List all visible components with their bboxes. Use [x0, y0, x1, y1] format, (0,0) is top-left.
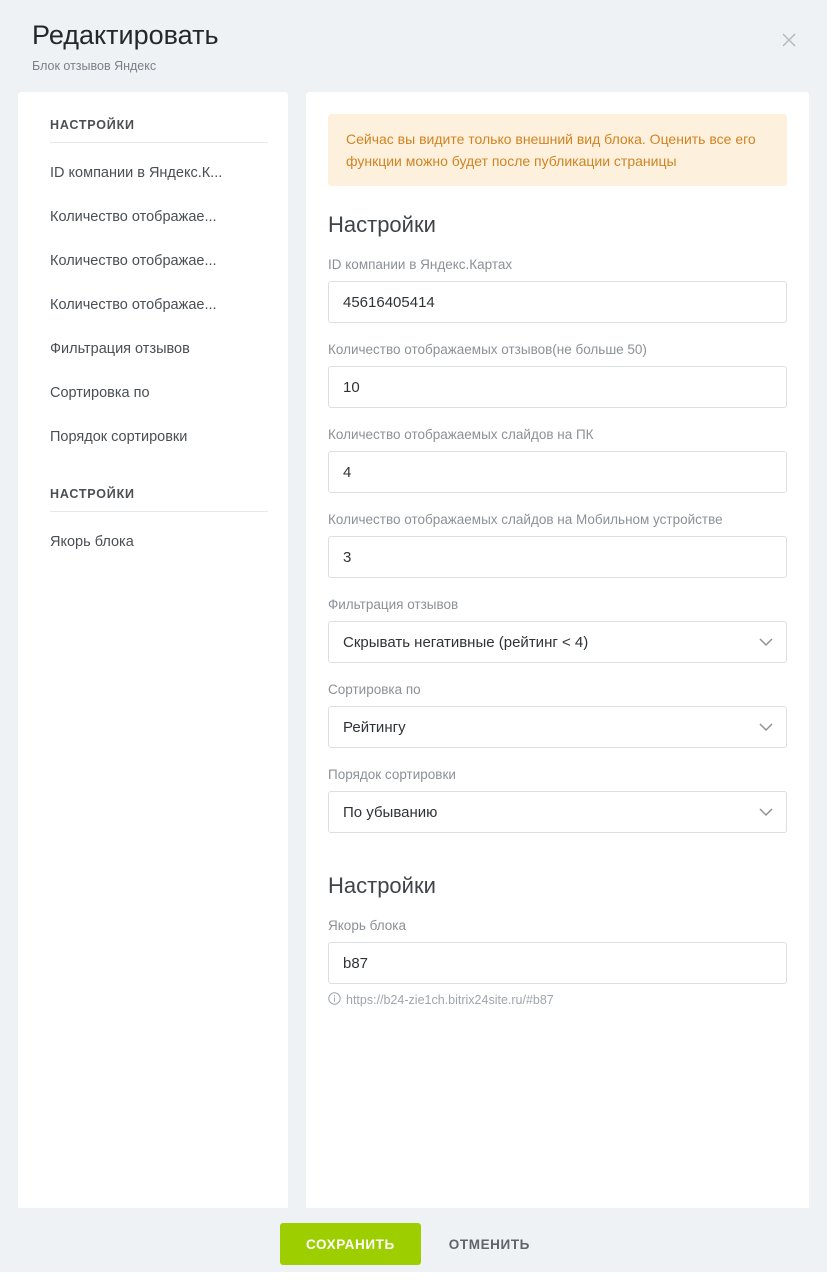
sidebar-divider-1	[50, 142, 268, 143]
settings-sidebar	[18, 92, 288, 1208]
settings-content	[306, 92, 809, 1208]
sort-order-select[interactable]: По убыванию	[328, 791, 787, 833]
section-title-settings: Настройки	[328, 212, 436, 237]
field-label: Количество отображаемых отзывов(не больше 50)	[328, 342, 647, 357]
sidebar-item-reviews-filter[interactable]: Фильтрация отзывов	[50, 341, 190, 357]
field-sort-order	[328, 766, 787, 833]
cancel-button[interactable]: ОТМЕНИТЬ	[435, 1223, 544, 1265]
sort-by-select[interactable]: Рейтингу	[328, 706, 787, 748]
sidebar-item-company-id[interactable]: ID компании в Яндекс.К...	[50, 165, 223, 181]
select-wrapper	[328, 621, 787, 663]
sidebar-item-sort-by[interactable]: Сортировка по	[50, 385, 150, 401]
sidebar-item-slides-mobile[interactable]: Количество отображае...	[50, 297, 217, 313]
bottom-strip	[0, 1272, 827, 1280]
slides-desktop-field[interactable]	[328, 451, 787, 493]
dialog-subtitle: Блок отзывов Яндекс	[32, 59, 157, 73]
sidebar-divider-2	[50, 511, 268, 512]
select-wrapper	[328, 706, 787, 748]
field-anchor	[328, 917, 787, 1008]
dialog-header	[0, 0, 827, 92]
dialog-footer	[0, 1208, 827, 1280]
anchor-field[interactable]	[328, 942, 787, 984]
field-label: Фильтрация отзывов	[328, 597, 459, 612]
field-slides-desktop	[328, 426, 787, 493]
field-sort-by	[328, 681, 787, 748]
section-title-anchor: Настройки	[328, 873, 436, 898]
dialog-body	[0, 92, 827, 1208]
field-slides-mobile	[328, 511, 787, 578]
select-wrapper	[328, 791, 787, 833]
field-company-id	[328, 256, 787, 323]
field-label: ID компании в Яндекс.Картах	[328, 257, 513, 272]
sidebar-spacer	[18, 459, 288, 487]
sidebar-item-reviews-count[interactable]: Количество отображае...	[50, 209, 217, 225]
save-button[interactable]: СОХРАНИТЬ	[280, 1223, 421, 1265]
sidebar-group-title-1: НАСТРОЙКИ	[50, 118, 135, 132]
company-id-field[interactable]	[328, 281, 787, 323]
field-label: Якорь блока	[328, 918, 406, 933]
sidebar-group-title-2: НАСТРОЙКИ	[50, 487, 135, 501]
reviews-filter-select[interactable]: Скрывать негативные (рейтинг < 4)	[328, 621, 787, 663]
close-icon[interactable]	[777, 28, 801, 52]
sidebar-item-sort-order[interactable]: Порядок сортировки	[50, 429, 188, 445]
field-label: Количество отображаемых слайдов на ПК	[328, 427, 594, 442]
sidebar-item-slides-desktop[interactable]: Количество отображае...	[50, 253, 217, 269]
slides-mobile-field[interactable]	[328, 536, 787, 578]
preview-notice: Сейчас вы видите только внешний вид блока. Оценить все его функции можно будет после публикации страницы	[328, 114, 787, 186]
anchor-hint-text: https://b24-zie1ch.bitrix24site.ru/#b87	[346, 993, 554, 1007]
reviews-count-field[interactable]	[328, 366, 787, 408]
anchor-hint	[328, 992, 787, 1008]
field-label: Количество отображаемых слайдов на Мобильном устройстве	[328, 512, 723, 527]
info-icon	[328, 992, 341, 1008]
sidebar-item-anchor[interactable]: Якорь блока	[50, 534, 134, 550]
field-reviews-filter	[328, 596, 787, 663]
page-title: Редактировать	[32, 20, 219, 50]
field-label: Порядок сортировки	[328, 767, 456, 782]
field-label: Сортировка по	[328, 682, 421, 697]
field-reviews-count	[328, 341, 787, 408]
